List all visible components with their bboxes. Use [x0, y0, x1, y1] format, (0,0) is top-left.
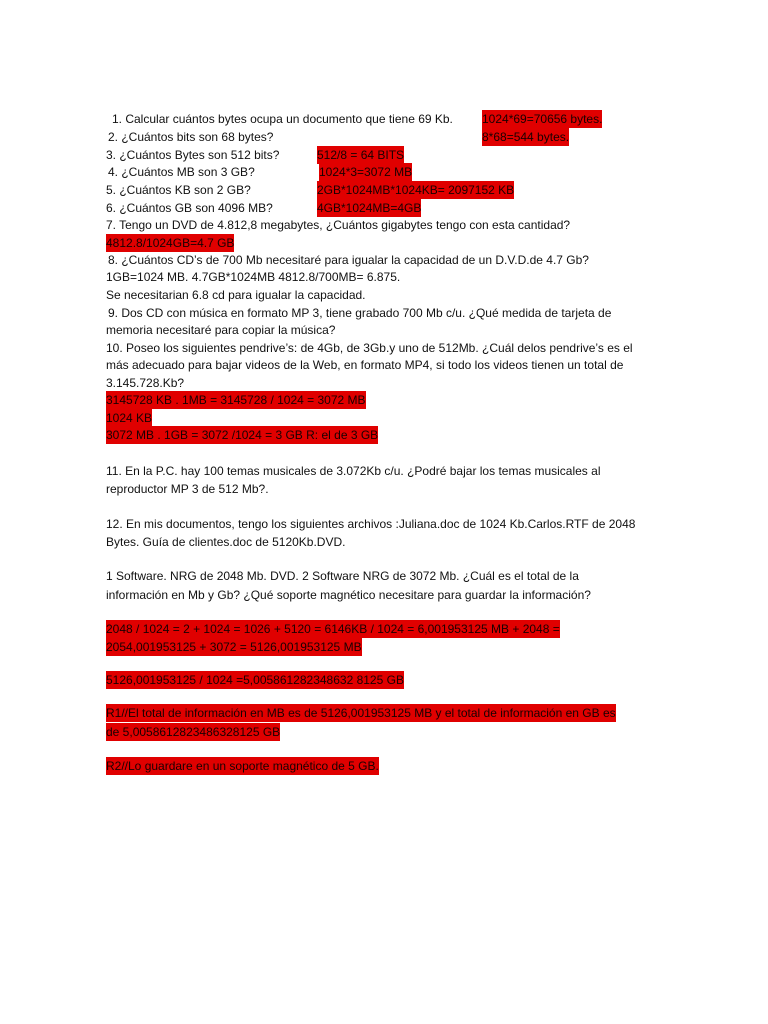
- answer-12-r1-line-1: R1//El total de información en MB es de 5126,001953125 MB y el total de información en GB es: [106, 706, 616, 720]
- question-9-line-2: memoria necesitaré para copiar la música?: [106, 323, 336, 337]
- question-9-line-1: 9. Dos CD con música en formato MP 3, tiene grabado 700 Mb c/u. ¿Qué medida de tarjeta de: [108, 306, 612, 320]
- answer-4: 1024*3=3072 MB: [319, 165, 413, 179]
- answer-12-calc-line-1: 2048 / 1024 = 2 + 1024 = 1026 + 5120 = 6146KB / 1024 = 6,001953125 MB + 2048 =: [106, 622, 560, 636]
- question-3: 3. ¿Cuántos Bytes son 512 bits?: [106, 148, 280, 162]
- answer-7: 4812.8/1024GB=4.7 GB: [106, 236, 235, 250]
- question-8: 8. ¿Cuántos CD’s de 700 Mb necesitaré para igualar la capacidad de un D.V.D.de 4.7 Gb?: [108, 253, 589, 267]
- answer-12-calc-line-2: 2054,001953125 + 3072 = 5126,001953125 MB: [106, 640, 362, 654]
- question-11-line-2: reproductor MP 3 de 512 Mb?.: [106, 482, 269, 496]
- question-10-line-1: 10. Poseo los siguientes pendrive’s: de 4Gb, de 3Gb.y uno de 512Mb. ¿Cuál delos pendrive’s es el: [106, 341, 633, 355]
- answer-1: 1024*69=70656 bytes.: [482, 112, 603, 126]
- answer-12-calc-line-3: 5126,001953125 / 1024 =5,005861282348632 8125 GB: [106, 673, 404, 687]
- question-5: 5. ¿Cuántos KB son 2 GB?: [106, 183, 251, 197]
- question-10-line-2: más adecuado para bajar videos de la Web, en formato MP4, si todo los videos tienen un total de: [106, 358, 624, 372]
- answer-12-r1-line-2: de 5,0058612823486328125 GB: [106, 725, 281, 739]
- answer-10-line-3: 3072 MB . 1GB = 3072 /1024 = 3 GB R: el de 3 GB: [106, 428, 379, 442]
- question-12-line-1: 12. En mis documentos, tengo los siguientes archivos :Juliana.doc de 1024 Kb.Carlos.RTF de 2048: [106, 517, 636, 531]
- answer-12-r2: R2//Lo guardare en un soporte magnético de 5 GB.: [106, 759, 379, 773]
- question-12-line-2: Bytes. Guía de clientes.doc de 5120Kb.DVD.: [106, 535, 346, 549]
- question-6: 6. ¿Cuántos GB son 4096 MB?: [106, 201, 273, 215]
- question-1: [112, 110, 453, 128]
- answer-6: 4GB*1024MB=4GB: [317, 201, 422, 215]
- answer-8-conclusion: Se necesitarian 6.8 cd para igualar la capacidad.: [106, 288, 366, 302]
- question-7: 7. Tengo un DVD de 4.812,8 megabytes, ¿Cuántos gigabytes tengo con esta cantidad?: [106, 218, 571, 232]
- question-12-line-3: 1 Software. NRG de 2048 Mb. DVD. 2 Software NRG de 3072 Mb. ¿Cuál es el total de la: [106, 569, 579, 583]
- question-4: 4. ¿Cuántos MB son 3 GB?: [108, 165, 255, 179]
- answer-5: 2GB*1024MB*1024KB= 2097152 KB: [317, 183, 515, 197]
- answer-3: 512/8 = 64 BITS: [317, 148, 405, 162]
- question-11-line-1: 11. En la P.C. hay 100 temas musicales de 3.072Kb c/u. ¿Podré bajar los temas musicales al: [106, 464, 601, 478]
- answer-10-line-2: 1024 KB: [106, 411, 153, 425]
- question-12-line-4: información en Mb y Gb? ¿Qué soporte magnético necesitare para guardar la información?: [106, 588, 591, 602]
- answer-10-line-1: 3145728 KB . 1MB = 3145728 / 1024 = 3072 MB: [106, 393, 366, 407]
- question-10-line-3: 3.145.728.Kb?: [106, 376, 185, 390]
- answer-8-work: 1GB=1024 MB. 4.7GB*1024MB 4812.8/700MB= 6.875.: [106, 270, 401, 284]
- question-2: 2. ¿Cuántos bits son 68 bytes?: [108, 130, 274, 144]
- answer-2: 8*68=544 bytes.: [482, 130, 570, 144]
- question-1-text: 1. Calcular cuántos bytes ocupa un documento que tiene 69 Kb.: [112, 112, 453, 126]
